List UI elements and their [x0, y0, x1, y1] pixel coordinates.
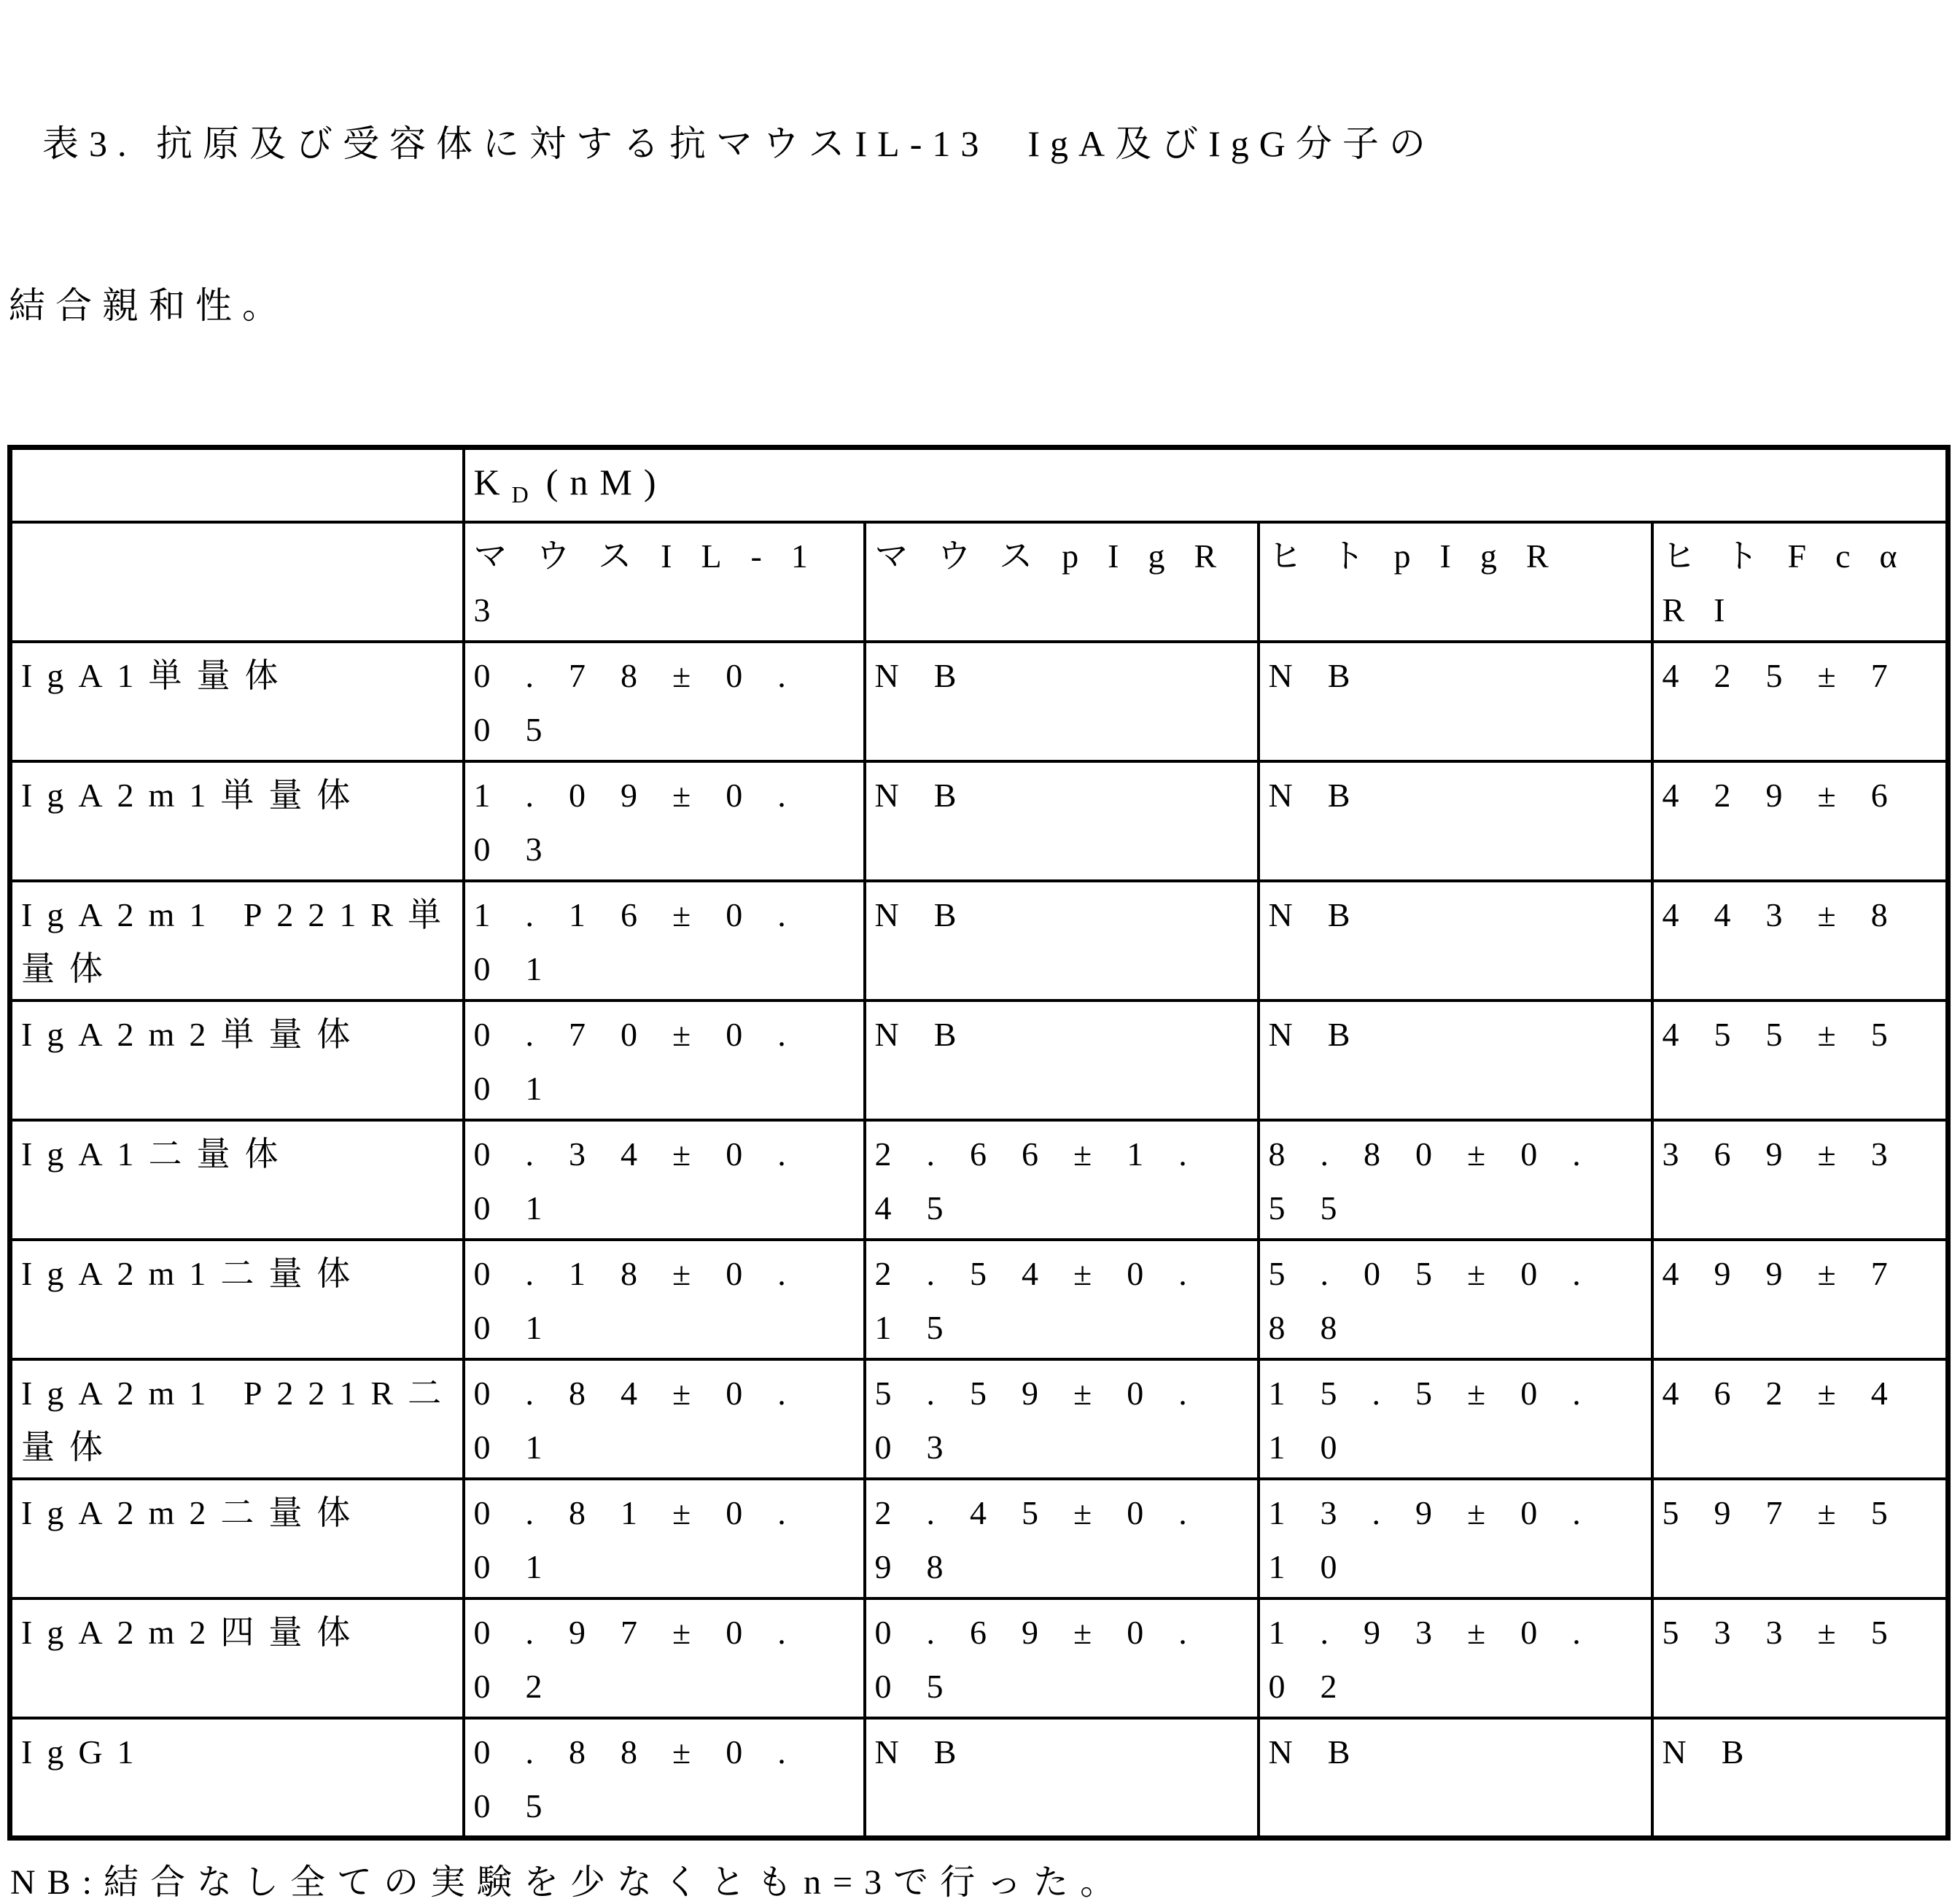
value-cell: 1.09±0.03 — [464, 761, 865, 881]
table-row — [10, 1120, 1948, 1240]
row-label-cell: IgA2m1単量体 — [10, 761, 464, 881]
value-cell: 425±7 — [1652, 642, 1948, 761]
table-row — [10, 1359, 1948, 1479]
table-row — [10, 1240, 1948, 1359]
row-label-cell: IgA1二量体 — [10, 1120, 464, 1240]
value-cell: 2.54±0.15 — [865, 1240, 1259, 1359]
table-row — [10, 761, 1948, 881]
value-cell: NB — [865, 881, 1259, 1000]
value-cell: 0.97±0.02 — [464, 1598, 865, 1718]
row-label-cell: IgA2m2二量体 — [10, 1479, 464, 1598]
value-cell: 0.78±0.05 — [464, 642, 865, 761]
binding-affinity-table — [7, 445, 1951, 1841]
row-label-cell: IgA2m1 P221R単量体 — [10, 881, 464, 1000]
value-cell: NB — [1652, 1718, 1948, 1838]
value-cell: 455±5 — [1652, 1000, 1948, 1120]
value-cell: 0.70±0.01 — [464, 1000, 865, 1120]
value-cell: 0.88±0.05 — [464, 1718, 865, 1838]
value-cell: 1.93±0.02 — [1259, 1598, 1652, 1718]
value-cell: 462±4 — [1652, 1359, 1948, 1479]
kd-symbol: K — [473, 462, 512, 502]
column-header-human-pigr: ヒトpIgR — [1259, 522, 1652, 642]
value-cell: NB — [1259, 1718, 1652, 1838]
footnote: NB:結合なし全ての実験を少なくともn=3で行った。 — [10, 1862, 1127, 1902]
value-cell: 499±7 — [1652, 1240, 1948, 1359]
value-cell: NB — [865, 642, 1259, 761]
value-cell: 2.45±0.98 — [865, 1479, 1259, 1598]
row-label-cell: IgA2m1二量体 — [10, 1240, 464, 1359]
row-label-cell: IgA1単量体 — [10, 642, 464, 761]
column-header-mouse-il13: マウスIL-13 — [464, 522, 865, 642]
value-cell: 8.80±0.55 — [1259, 1120, 1652, 1240]
value-cell: NB — [865, 761, 1259, 881]
value-cell: NB — [865, 1000, 1259, 1120]
table-row — [10, 1479, 1948, 1598]
value-cell: 0.81±0.01 — [464, 1479, 865, 1598]
value-cell: 13.9±0.10 — [1259, 1479, 1652, 1598]
value-cell: 429±6 — [1652, 761, 1948, 881]
corner-cell-bottom — [10, 522, 464, 642]
kd-header-row — [10, 448, 1948, 523]
document-title-line2: 結合親和性。 — [9, 285, 289, 326]
table-row — [10, 1000, 1948, 1120]
row-label-cell: IgA2m1 P221R二量体 — [10, 1359, 464, 1479]
value-cell: 369±3 — [1652, 1120, 1948, 1240]
table-row — [10, 881, 1948, 1000]
value-cell: NB — [1259, 761, 1652, 881]
document-title-line1: 表3. 抗原及び受容体に対する抗マウスIL-13 IgA及びIgG分子の — [42, 123, 1436, 164]
table-row — [10, 1718, 1948, 1838]
table-row — [10, 642, 1948, 761]
kd-subscript: D — [511, 481, 529, 508]
row-label-cell: IgA2m2四量体 — [10, 1598, 464, 1718]
value-cell: NB — [865, 1718, 1259, 1838]
column-header-mouse-pigr: マウスpIgR — [865, 522, 1259, 642]
row-label-cell: IgA2m2単量体 — [10, 1000, 464, 1120]
document-title — [0, 0, 1952, 440]
value-cell: 2.66±1.45 — [865, 1120, 1259, 1240]
row-label-cell: IgG1 — [10, 1718, 464, 1838]
value-cell: NB — [1259, 881, 1652, 1000]
value-cell: 443±8 — [1652, 881, 1948, 1000]
corner-cell-top — [10, 448, 464, 523]
value-cell: NB — [1259, 642, 1652, 761]
value-cell: 533±5 — [1652, 1598, 1948, 1718]
value-cell: 1.16±0.01 — [464, 881, 865, 1000]
column-header-row — [10, 522, 1948, 642]
column-header-human-fcari: ヒトFcαRI — [1652, 522, 1948, 642]
value-cell: 0.69±0.05 — [865, 1598, 1259, 1718]
value-cell: 5.05±0.88 — [1259, 1240, 1652, 1359]
value-cell: 0.34±0.01 — [464, 1120, 865, 1240]
value-cell: 597±5 — [1652, 1479, 1948, 1598]
kd-header-cell — [464, 448, 1948, 523]
value-cell: 5.59±0.03 — [865, 1359, 1259, 1479]
value-cell: 15.5±0.10 — [1259, 1359, 1652, 1479]
value-cell: 0.84±0.01 — [464, 1359, 865, 1479]
kd-unit: (nM) — [545, 462, 668, 502]
table-row — [10, 1598, 1948, 1718]
value-cell: 0.18±0.01 — [464, 1240, 865, 1359]
value-cell: NB — [1259, 1000, 1652, 1120]
